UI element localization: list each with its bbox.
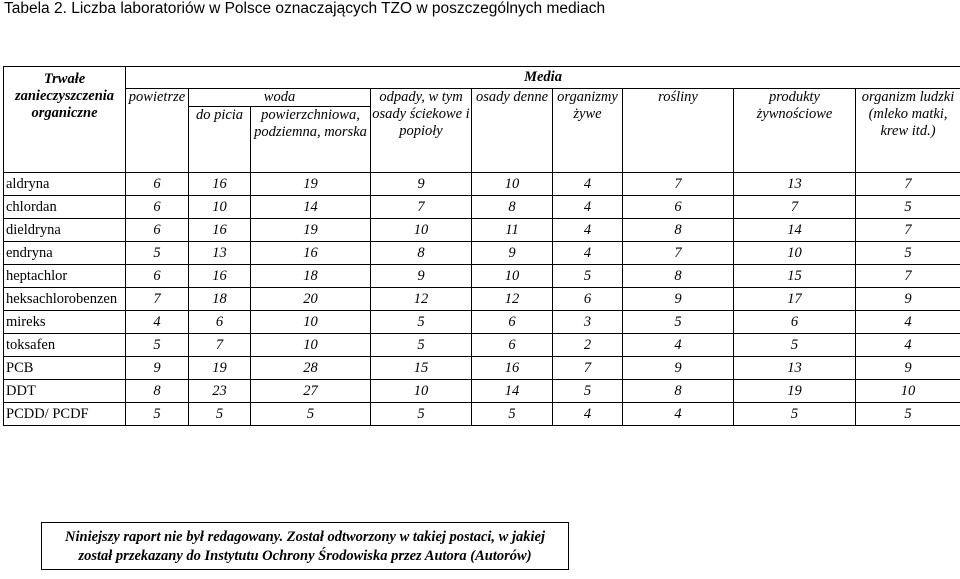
table-cell: 6 (472, 311, 553, 334)
table-cell: 10 (371, 219, 472, 242)
table-cell: 9 (371, 265, 472, 288)
table-cell: 13 (189, 242, 251, 265)
table-cell: 7 (856, 173, 960, 196)
table-cell: 20 (251, 288, 371, 311)
table-row (4, 196, 960, 219)
table-cell: 7 (856, 219, 960, 242)
table-cell: 4 (553, 196, 623, 219)
table-cell: 5 (734, 403, 856, 426)
data-table (3, 66, 960, 426)
table-cell: 10 (734, 242, 856, 265)
table-row (4, 265, 960, 288)
row-label: DDT (4, 380, 126, 403)
table-cell: 16 (189, 173, 251, 196)
table-cell: 16 (251, 242, 371, 265)
table-cell: 8 (371, 242, 472, 265)
table-cell: 23 (189, 380, 251, 403)
table-row (4, 242, 960, 265)
table-cell: 5 (856, 403, 960, 426)
table-cell: 5 (126, 242, 189, 265)
header-osady-denne: osady denne (472, 89, 553, 173)
table-cell: 15 (371, 357, 472, 380)
table-cell: 8 (623, 219, 734, 242)
table-cell: 4 (623, 403, 734, 426)
row-label: toksafen (4, 334, 126, 357)
table-cell: 6 (189, 311, 251, 334)
table-cell: 4 (856, 334, 960, 357)
table-cell: 10 (251, 311, 371, 334)
table-cell: 2 (553, 334, 623, 357)
table-cell: 9 (472, 242, 553, 265)
table-cell: 6 (126, 265, 189, 288)
header-organizmy-zywe: organizmy żywe (553, 89, 623, 173)
table-cell: 3 (553, 311, 623, 334)
table-row (4, 357, 960, 380)
table-cell: 10 (472, 173, 553, 196)
table-cell: 9 (623, 288, 734, 311)
table-cell: 19 (734, 380, 856, 403)
table-cell: 8 (623, 380, 734, 403)
table-cell: 5 (623, 311, 734, 334)
table-cell: 5 (371, 311, 472, 334)
table-cell: 7 (553, 357, 623, 380)
table-row (4, 380, 960, 403)
table-cell: 17 (734, 288, 856, 311)
row-label: aldryna (4, 173, 126, 196)
table-cell: 5 (189, 403, 251, 426)
table-cell: 8 (126, 380, 189, 403)
table-cell: 10 (189, 196, 251, 219)
row-label: chlordan (4, 196, 126, 219)
table-cell: 10 (371, 380, 472, 403)
table-cell: 15 (734, 265, 856, 288)
table-cell: 7 (734, 196, 856, 219)
table-cell: 10 (251, 334, 371, 357)
table-cell: 5 (472, 403, 553, 426)
table-cell: 5 (371, 334, 472, 357)
header-corner: Trwałe zanieczyszczenia organiczne (4, 67, 126, 173)
header-woda: woda (189, 89, 371, 107)
table-cell: 27 (251, 380, 371, 403)
table-cell: 4 (856, 311, 960, 334)
table-cell: 19 (251, 219, 371, 242)
row-label: PCB (4, 357, 126, 380)
table-cell: 14 (251, 196, 371, 219)
table-cell: 9 (856, 288, 960, 311)
row-label: mireks (4, 311, 126, 334)
table-cell: 6 (623, 196, 734, 219)
table-cell: 16 (189, 265, 251, 288)
table-cell: 4 (623, 334, 734, 357)
table-cell: 12 (472, 288, 553, 311)
table-cell: 5 (251, 403, 371, 426)
table-cell: 4 (126, 311, 189, 334)
table-cell: 6 (472, 334, 553, 357)
table-cell: 19 (251, 173, 371, 196)
notice-line-1: Niniejszy raport nie był redagowany. Został odtworzony w takiej postaci, w jakiej (65, 529, 545, 545)
table-cell: 5 (126, 403, 189, 426)
table-cell: 9 (856, 357, 960, 380)
table-cell: 7 (623, 242, 734, 265)
table-cell: 4 (553, 242, 623, 265)
table-cell: 12 (371, 288, 472, 311)
table-cell: 5 (856, 242, 960, 265)
table-cell: 13 (734, 357, 856, 380)
table-cell: 10 (472, 265, 553, 288)
row-label: PCDD/ PCDF (4, 403, 126, 426)
table-cell: 9 (126, 357, 189, 380)
table-row (4, 334, 960, 357)
header-organizm-ludzki: organizm ludzki (mleko matki, krew itd.) (856, 89, 960, 173)
table-cell: 16 (472, 357, 553, 380)
table-cell: 6 (734, 311, 856, 334)
table-cell: 5 (126, 334, 189, 357)
header-media: Media (126, 67, 960, 89)
header-powierzchniowa: powierzchniowa, podziemna, morska (251, 107, 371, 173)
header-powietrze: powietrze (126, 89, 189, 173)
table-cell: 28 (251, 357, 371, 380)
table-cell: 7 (856, 265, 960, 288)
notice-line-2: został przekazany do Instytutu Ochrony Środowiska przez Autora (Autorów) (78, 548, 532, 564)
table-cell: 5 (856, 196, 960, 219)
table-cell: 5 (553, 380, 623, 403)
table-cell: 6 (126, 196, 189, 219)
table-cell: 14 (734, 219, 856, 242)
table-cell: 5 (734, 334, 856, 357)
table-cell: 19 (189, 357, 251, 380)
table-cell: 11 (472, 219, 553, 242)
table-cell: 5 (553, 265, 623, 288)
table-row (4, 311, 960, 334)
table-row (4, 288, 960, 311)
table-cell: 16 (189, 219, 251, 242)
table-cell: 7 (623, 173, 734, 196)
table-cell: 10 (856, 380, 960, 403)
table-cell: 7 (126, 288, 189, 311)
row-label: dieldryna (4, 219, 126, 242)
table-cell: 8 (623, 265, 734, 288)
table-cell: 18 (189, 288, 251, 311)
table-row (4, 173, 960, 196)
editorial-notice (41, 522, 569, 570)
table-cell: 9 (371, 173, 472, 196)
table-cell: 4 (553, 219, 623, 242)
table-cell: 8 (472, 196, 553, 219)
header-do-picia: do picia (189, 107, 251, 173)
table-cell: 14 (472, 380, 553, 403)
table-row (4, 219, 960, 242)
header-odpady: odpady, w tym osady ściekowe i popioły (371, 89, 472, 173)
table-cell: 5 (371, 403, 472, 426)
table-body (4, 173, 960, 426)
table-cell: 7 (189, 334, 251, 357)
table-cell: 13 (734, 173, 856, 196)
table-header (4, 67, 960, 173)
header-produkty: produkty żywnościowe (734, 89, 856, 173)
row-label: heksachlorobenzen (4, 288, 126, 311)
table-cell: 6 (126, 173, 189, 196)
table-cell: 9 (623, 357, 734, 380)
table-caption: Tabela 2. Liczba laboratoriów w Polsce oznaczających TZO w poszczególnych mediach (4, 0, 606, 17)
table-cell: 7 (371, 196, 472, 219)
table-cell: 18 (251, 265, 371, 288)
table-cell: 4 (553, 173, 623, 196)
table-row (4, 403, 960, 426)
table-cell: 6 (126, 219, 189, 242)
header-rosliny: rośliny (623, 89, 734, 173)
table-cell: 4 (553, 403, 623, 426)
row-label: endryna (4, 242, 126, 265)
row-label: heptachlor (4, 265, 126, 288)
table-cell: 6 (553, 288, 623, 311)
